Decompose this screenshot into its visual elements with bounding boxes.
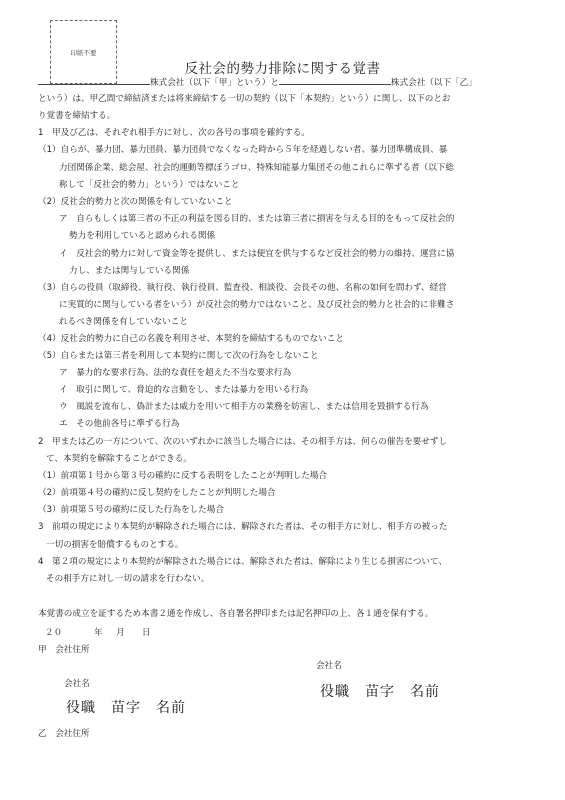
date-era: ２０: [45, 628, 63, 638]
clause1-item3-line3: れるべき関係を有していないこと: [59, 317, 188, 327]
intro-company-suffix-2: 株式会社（以下「乙」: [390, 78, 477, 88]
clause1-item2-i-line2: 力し、または関与している関係: [69, 266, 190, 276]
intro-line-2: という）は、甲乙間で締結済または将来締結する一切の契約（以下「本契約」という）に関し、以下のとお: [38, 94, 451, 104]
party-b-name: 役職 苗字 名前: [320, 684, 440, 700]
clause1-heading: 1 甲及び乙は、それぞれ相手方に対し、次の各号の事項を確約する。: [38, 128, 310, 138]
clause1-item5-u: ウ 風説を流布し、偽計または威力を用いて相手方の業務を妨害し、または信用を毀損する行為: [59, 402, 429, 412]
date-year: 年: [94, 628, 103, 638]
clause1-item1-line1: （1）自らが、暴力団、暴力団員、暴力団員でなくなった時から５年を経過しない者、暴力団準構成員、暴: [38, 145, 448, 155]
clause1-item1-line2: 力団関係企業、総会屋、社会的運動等標ぼうゴロ、特殊知能暴力集団その他これらに準ずる者（以下総: [59, 163, 454, 173]
company-b-blank[interactable]: [279, 75, 391, 85]
intro-line-3: り覚書を締結する。: [38, 111, 116, 121]
clause2-heading-line2: て、本契約を解除することができる。: [46, 454, 192, 464]
clause1-item5-a: ア 暴力的な要求行為、法的な責任を超えた不当な要求行為: [59, 368, 292, 378]
party-a-company-label: 会社名: [64, 679, 90, 689]
clause1-item5-i: イ 取引に関して、脅迫的な言動をし、または暴力を用いる行為: [59, 385, 309, 395]
party-a-address-label: 甲 会社住所: [38, 645, 90, 655]
clause1-item4: （4）反社会的勢力に自己の名義を利用させ、本契約を締結するものでないこと: [38, 334, 344, 344]
date-day: 日: [142, 628, 151, 638]
clause1-item5: （5）自らまたは第三者を利用して本契約に関して次の行為をしないこと: [38, 351, 319, 361]
intro-company-suffix-1: 株式会社（以下「甲」という）と: [150, 78, 279, 88]
clause1-item3-line1: （3）自らの役員（取締役、執行役、執行役員、監査役、相談役、会長その他、名称の如何を問わず、経営: [38, 283, 447, 293]
clause2-item3: （3）前項第５号の確約に反した行為をした場合: [38, 505, 224, 515]
clause2-item2: （2）前項第４号の確約に反し契約をしたことが判明した場合: [38, 488, 276, 498]
clause1-item3-line2: に実質的に関与している者をいう）が反社会的勢力ではないこと、及び反社会的勢力と社会的に非難さ: [59, 300, 455, 310]
party-b-address-label: 乙 会社住所: [38, 729, 90, 739]
date-month: 月: [116, 628, 125, 638]
clause1-item2-a-line2: 勢力を利用していると認められる関係: [69, 231, 216, 241]
clause1-item2-a-line1: ア 自らもしくは第三者の不正の利益を図る目的、または第三者に損害を与える目的をもって反社会的: [59, 214, 455, 224]
clause2-item1: （1）前項第１号から第３号の確約に反する表明をしたことが判明した場合: [38, 471, 328, 481]
stamp-label: 印紙不要: [70, 49, 97, 57]
clause3-line2: 一切の損害を賠償するものとする。: [46, 540, 184, 550]
document-title: 反社会的勢力排除に関する覚書: [184, 61, 381, 77]
company-a-blank[interactable]: [38, 75, 150, 85]
clause2-heading-line1: 2 甲または乙の一方について、次のいずれかに該当した場合には、その相手方は、何らの催告を要せずし: [38, 437, 448, 447]
clause3-line1: 3 前項の規定により本契約が解除された場合には、解除された者は、その相手方に対し、相手方の被った: [38, 522, 448, 532]
party-b-company-label: 会社名: [316, 661, 342, 671]
clause4-line1: 4 第２項の規定により本契約が解除された場合には、解除された者は、解除により生じる損害について、: [38, 557, 448, 567]
clause1-item1-line3: 称して「反社会的勢力」という）ではないこと: [59, 180, 240, 190]
clause1-item5-e: エ その他前各号に準ずる行為: [59, 419, 180, 429]
party-a-name: 役職 苗字 名前: [66, 700, 186, 716]
closing-statement: 本覚書の成立を証するため本書２通を作成し、各自署名押印または記名押印の上、各１通を保有する。: [38, 609, 434, 619]
clause1-item2-i-line1: イ 反社会的勢力に対して資金等を提供し、または便宜を供与するなど反社会的勢力の維持、運営に協: [59, 249, 455, 259]
intro-line-1: [38, 75, 477, 89]
clause4-line2: その相手方に対し一切の請求を行わない。: [46, 574, 210, 584]
clause1-item2: （2）反社会的勢力と次の関係を有していないこと: [38, 197, 233, 207]
